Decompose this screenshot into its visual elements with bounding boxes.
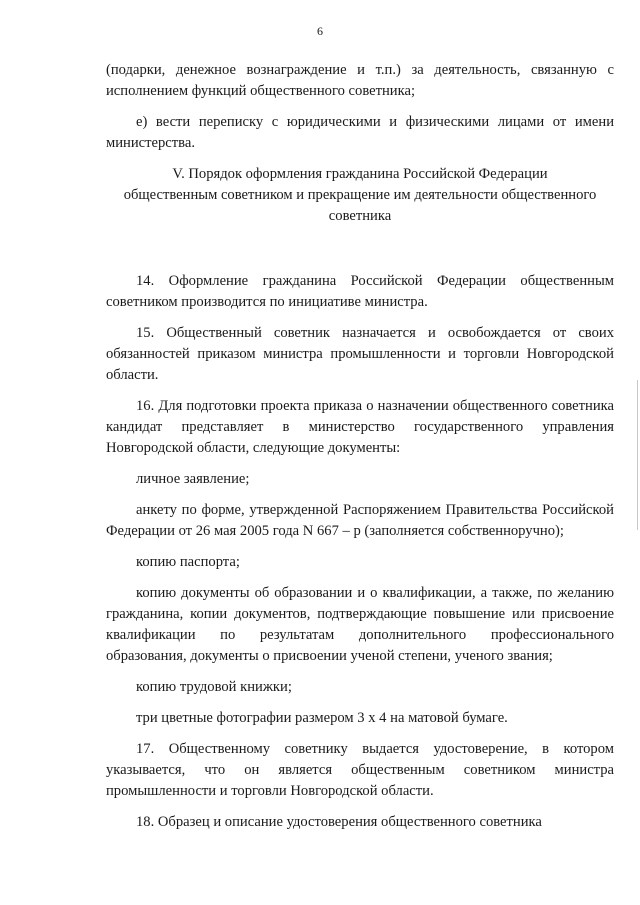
- paragraph-item-e: е) вести переписку с юридическими и физическими лицами от имени министерства.: [106, 114, 614, 151]
- document-list-item: копию трудовой книжки;: [136, 679, 292, 695]
- document-list-item: анкету по форме, утвержденной Распоряжением Правительства Российской Федерации от 26 мая 2005 года N 667 – р (заполняется собственноручно);: [106, 502, 614, 539]
- document-body: [106, 60, 614, 843]
- page-number: 6: [317, 24, 323, 38]
- document-list-item: личное заявление;: [136, 471, 250, 487]
- document-list-item: копию документы об образовании и о квалификации, а также, по желанию гражданина, копии документов, подтверждающие повышение или присвоение квалификации по результатам дополнительного профессионального образования, документы о присвоении ученой степени, ученого звания;: [106, 585, 614, 664]
- document-list-item: копию паспорта;: [136, 554, 240, 570]
- document-list-item: три цветные фотографии размером 3 х 4 на матовой бумаге.: [136, 710, 508, 726]
- paragraph-16: 16. Для подготовки проекта приказа о назначении общественного советника кандидат представляет в министерство государственного управления Новгородской области, следующие документы:: [106, 398, 614, 456]
- paragraph-14: 14. Оформление гражданина Российской Федерации общественным советником производится по инициативе министра.: [106, 273, 614, 310]
- scan-edge-mark: [637, 380, 638, 530]
- paragraph-continuation: (подарки, денежное вознаграждение и т.п.) за деятельность, связанную с исполнением функций общественного советника;: [106, 62, 614, 99]
- section-heading-line-3: советника: [328, 208, 392, 224]
- section-heading-line-1: V. Порядок оформления гражданина Российской Федерации: [172, 166, 548, 182]
- paragraph-17: 17. Общественному советнику выдается удостоверение, в котором указывается, что он является общественным советником министра промышленности и торговли Новгородской области.: [106, 741, 614, 799]
- paragraph-18: 18. Образец и описание удостоверения общественного советника: [136, 814, 542, 830]
- paragraph-15: 15. Общественный советник назначается и освобождается от своих обязанностей приказом министра промышленности и торговли Новгородской области.: [106, 325, 614, 383]
- section-heading: [106, 164, 614, 227]
- section-heading-line-2: общественным советником и прекращение им деятельности общественного: [123, 187, 597, 203]
